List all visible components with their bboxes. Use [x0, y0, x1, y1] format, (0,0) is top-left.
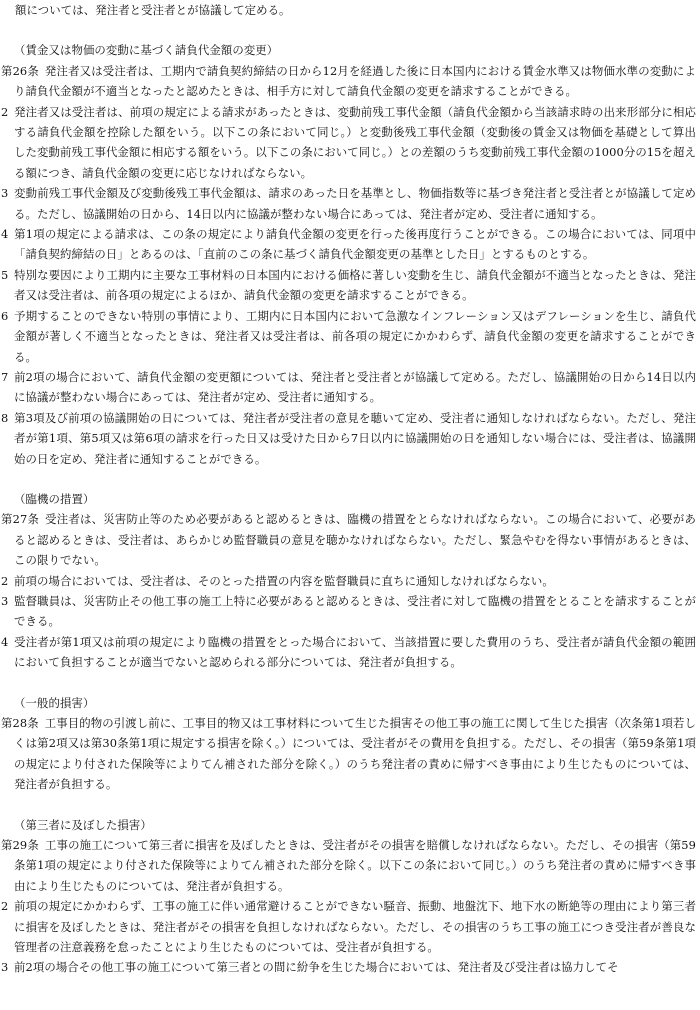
section-spacer — [1, 673, 696, 693]
article-heading: （賃金又は物価の変動に基づく請負代金額の変更） — [14, 43, 279, 58]
article-text: 受注者は、災害防止等のため必要があると認めるときは、臨機の措置をとらなければならない。この場合において、必要があると認めるときは、受注者は、あらかじめ監督職員の意見を聴かなければならない。ただし、緊急やむを得ない事情があるときは、この限りでない。 — [14, 512, 696, 568]
article-section — [1, 693, 696, 795]
paragraph-text: 前2項の場合その他工事の施工について第三者との間に紛争を生じた場合においては、発注者及び受注者は協力してそ — [14, 960, 619, 975]
paragraph-number: 2 — [1, 104, 9, 119]
paragraph — [1, 957, 696, 977]
sections-container — [1, 20, 696, 977]
paragraph-text: 前項の規定にかかわらず、工事の施工に伴い通常避けることができない騒音、振動、地盤沈下、地下水の断絶等の理由により第三者に損害を及ぼしたときは、発注者がその損害を負担しなければならない。ただし、その損害のうち工事の施工につき受注者が善良な管理者の注意義務を怠ったことにより生じたものについては、受注者が負担する。 — [14, 899, 696, 955]
paragraph-text: 発注者又は受注者は、前項の規定による請求があったときは、変動前残工事代金額（請負代金額から当該請求時の出来形部分に相応する請負代金額を控除した額をいう。以下この条において同じ。）と変動後残工事代金額（変動後の賃金又は物価を基礎として算出した変動前残工事代金額に相応する額をいう。以下この条において同じ。）との差額のうち変動前残工事代金額の1000分の15を超える額につき、請負代金額の変更に応じなければならない。 — [14, 104, 696, 180]
paragraph — [1, 224, 696, 265]
article-body — [1, 835, 696, 896]
paragraph — [1, 896, 696, 957]
paragraph-number: 5 — [1, 267, 9, 282]
article-section — [1, 489, 696, 673]
paragraph — [1, 571, 696, 591]
article-number: 第27条 — [1, 512, 40, 527]
paragraph — [1, 102, 696, 184]
paragraph — [1, 367, 696, 408]
article-number: 第26条 — [1, 63, 39, 78]
paragraph — [1, 591, 696, 632]
paragraph-number: 3 — [1, 960, 9, 975]
article-body — [1, 61, 696, 102]
paragraph — [1, 632, 696, 673]
paragraph-number: 7 — [1, 369, 9, 384]
paragraph — [1, 265, 696, 306]
article-body — [1, 509, 696, 570]
paragraph — [1, 306, 696, 367]
paragraph-text: 予期することのできない特別の事情により、工期内に日本国内において急激なインフレーション又はデフレーションを生じ、請負代金額が著しく不適当となったときは、発注者又は受注者は、前各項の規定にかかわらず、請負代金額の変更を請求することができる。 — [14, 308, 696, 364]
article-section — [1, 815, 696, 978]
section-spacer — [1, 469, 696, 489]
article-text: 工事目的物の引渡し前に、工事目的物又は工事材料について生じた損害その他工事の施工に関して生じた損害（次条第1項若しくは第2項又は第30条第1項に規定する損害を除く。）については、受注者がその費用を負担する。ただし、その損害（第59条第1項の規定により付された保険等によりてん補された部分を除く。）のうち発注者の責めに帰すべき事由により生じたものについては、発注者が負担する。 — [14, 716, 696, 792]
article-section — [1, 40, 696, 469]
paragraph-text: 第3項及び前項の協議開始の日については、発注者が受注者の意見を聴いて定め、受注者に通知しなければならない。ただし、発注者が第1項、第5項又は第6項の請求を行った日又は受けた日から7日以内に協議開始の日を通知しない場合には、受注者は、協議開始の日を定め、発注者に通知することができる。 — [14, 410, 696, 466]
paragraph-number: 3 — [1, 593, 9, 608]
article-heading: （一般的損害） — [14, 695, 95, 710]
paragraph-text: 前項の場合においては、受注者は、そのとった措置の内容を監督職員に直ちに通知しなければならない。 — [14, 573, 554, 588]
paragraph-text: 第1項の規定による請求は、この条の規定により請負代金額の変更を行った後再度行うことができる。この場合においては、同項中「請負契約締結の日」とあるのは、「直前のこの条に基づく請負代金額変更の基準とした日」とするものとする。 — [14, 227, 696, 262]
article-text: 発注者又は受注者は、工期内で請負契約締結の日から12月を経過した後に日本国内における賃金水準又は物価水準の変動により請負代金額が不適当となったと認めたときは、相手方に対して請負代金額の変更を請求することができる。 — [14, 63, 696, 99]
section-spacer — [1, 20, 696, 40]
article-number: 第28条 — [1, 716, 39, 730]
paragraph-text: 受注者が第1項又は前項の規定により臨機の措置をとった場合において、当該措置に要した費用のうち、受注者が請負代金額の範囲において負担することが適当でないと認められる部分については、発注者が負担する。 — [14, 634, 696, 670]
article-body — [1, 713, 696, 795]
paragraph-number: 3 — [1, 186, 9, 201]
article-heading: （臨機の措置） — [14, 491, 95, 506]
paragraph-text: 特別な要因により工期内に主要な工事材料の日本国内における価格に著しい変動を生じ、請負代金額が不適当となったときは、発注者又は受注者は、前各項の規定によるほか、請負代金額の変更を請求することができる。 — [14, 267, 696, 303]
paragraph-number: 4 — [1, 634, 9, 649]
paragraph — [1, 183, 696, 224]
article-text: 工事の施工について第三者に損害を及ぼしたときは、受注者がその損害を賠償しなければならない。ただし、その損害（第59条第1項の規定により付された保険等によりてん補された部分を除く。以下この条において同じ。）のうち発注者の責めに帰すべき事由により生じたものについては、発注者が負担する。 — [14, 838, 696, 893]
paragraph-number: 8 — [1, 410, 9, 425]
article-number: 第29条 — [1, 838, 39, 853]
paragraph-number: 2 — [1, 573, 9, 588]
paragraph-number: 6 — [1, 308, 9, 323]
paragraph-number: 4 — [1, 227, 9, 242]
article-heading: （第三者に及ぼした損害） — [14, 817, 152, 832]
paragraph-text: 前2項の場合において、請負代金額の変更額については、発注者と受注者とが協議して定める。ただし、協議開始の日から14日以内に協議が整わない場合にあっては、発注者が定め、受注者に通知する。 — [14, 369, 696, 405]
paragraph-text: 変動前残工事代金額及び変動後残工事代金額は、請求のあった日を基準とし、物価指数等に基づき発注者と受注者とが協議して定める。ただし、協議開始の日から、14日以内に協議が整わない場合にあっては、発注者が定め、受注者に通知する。 — [14, 186, 696, 221]
paragraph — [1, 408, 696, 469]
section-spacer — [1, 795, 696, 815]
continued-line: 額については、発注者と受注者とが協議して定める。 — [15, 3, 291, 17]
paragraph-text: 監督職員は、災害防止その他工事の施工上特に必要があると認めるときは、受注者に対して臨機の措置をとることを請求することができる。 — [14, 593, 696, 629]
paragraph-number: 2 — [1, 899, 9, 914]
